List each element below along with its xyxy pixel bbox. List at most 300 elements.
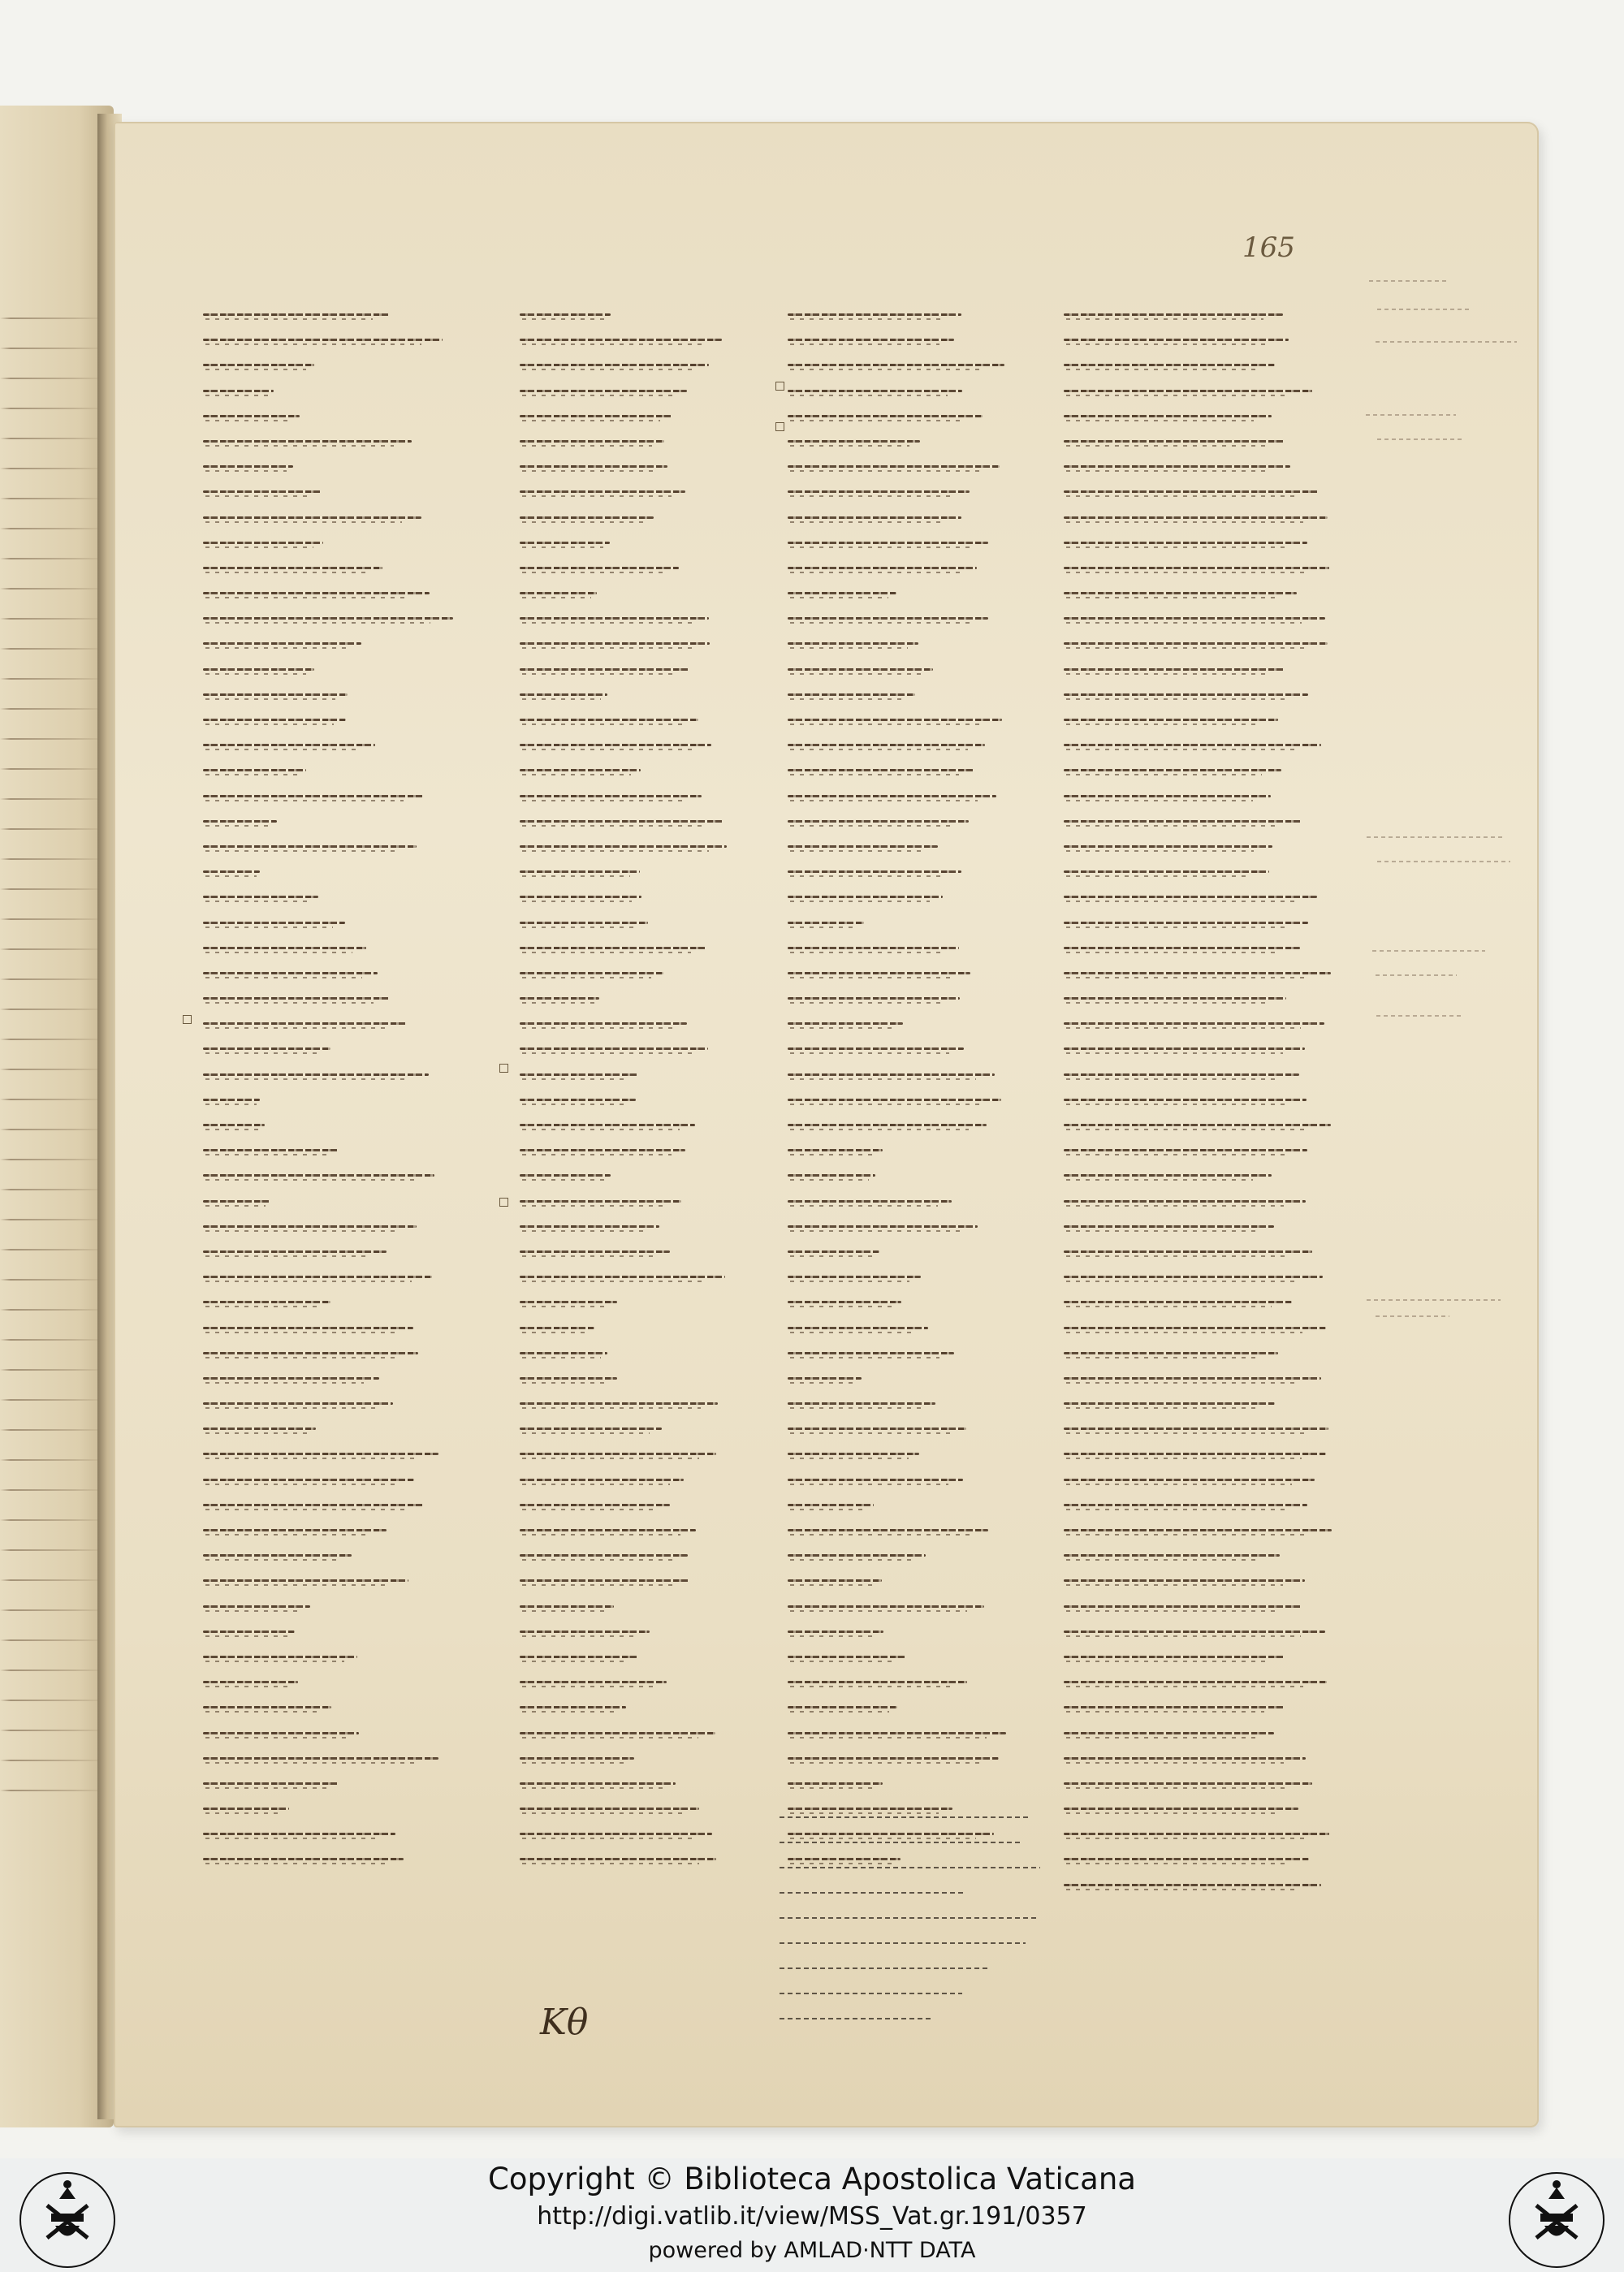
script-line xyxy=(203,530,471,554)
script-line xyxy=(788,479,1056,503)
script-line xyxy=(1064,1011,1332,1034)
previous-page-line xyxy=(0,781,106,811)
script-line xyxy=(1064,1087,1332,1111)
previous-page-line xyxy=(0,1262,106,1292)
script-line xyxy=(520,1289,788,1313)
script-line xyxy=(520,378,788,402)
script-line xyxy=(520,834,788,857)
script-line xyxy=(203,784,471,807)
annotation-line xyxy=(780,1807,1072,1828)
script-line xyxy=(203,378,471,402)
script-line xyxy=(788,1619,1056,1643)
annotation-line xyxy=(780,1857,1072,1878)
previous-page-edge xyxy=(0,106,114,2127)
script-line xyxy=(203,404,471,427)
script-line xyxy=(1064,1721,1332,1744)
script-line xyxy=(1064,505,1332,529)
script-line xyxy=(788,707,1056,731)
text-column-1 xyxy=(203,302,471,1872)
script-line xyxy=(203,834,471,857)
previous-page-line xyxy=(0,1082,106,1112)
script-line xyxy=(1064,1518,1332,1541)
script-line xyxy=(520,302,788,326)
margin-mark xyxy=(775,382,784,391)
script-line xyxy=(1064,1264,1332,1288)
script-line xyxy=(788,1594,1056,1618)
script-line xyxy=(1064,1289,1332,1313)
script-line xyxy=(788,1036,1056,1060)
script-line xyxy=(520,454,788,477)
script-line xyxy=(788,1011,1056,1034)
script-line xyxy=(520,1771,788,1795)
previous-page-line xyxy=(0,991,106,1022)
script-line xyxy=(1064,859,1332,883)
script-line xyxy=(1064,884,1332,908)
script-line xyxy=(520,327,788,351)
script-line xyxy=(203,758,471,781)
script-line xyxy=(203,1315,471,1339)
script-line xyxy=(1064,732,1332,756)
script-line xyxy=(203,1264,471,1288)
previous-page-line xyxy=(0,1142,106,1172)
script-line xyxy=(203,1087,471,1111)
script-line xyxy=(520,657,788,680)
script-line xyxy=(1064,1112,1332,1136)
script-line xyxy=(520,1746,788,1769)
script-line xyxy=(1064,910,1332,934)
margin-note-line xyxy=(1376,1315,1450,1317)
script-line xyxy=(203,327,471,351)
script-line xyxy=(520,352,788,376)
script-line xyxy=(1064,986,1332,1009)
script-line xyxy=(788,986,1056,1009)
script-line xyxy=(520,530,788,554)
script-line xyxy=(203,1568,471,1592)
script-line xyxy=(520,1087,788,1111)
script-line xyxy=(1064,707,1332,731)
margin-note-line xyxy=(1377,861,1510,862)
script-line xyxy=(1064,682,1332,706)
script-line xyxy=(788,581,1056,604)
script-line xyxy=(788,784,1056,807)
script-line xyxy=(788,682,1056,706)
script-line xyxy=(203,1619,471,1643)
text-column-4 xyxy=(1064,302,1332,1898)
script-line xyxy=(520,1441,788,1465)
script-line xyxy=(1064,454,1332,477)
script-line xyxy=(203,1062,471,1086)
script-line xyxy=(1064,1568,1332,1592)
script-line xyxy=(1064,834,1332,857)
script-line xyxy=(1064,1036,1332,1060)
script-line xyxy=(520,1619,788,1643)
margin-note-line xyxy=(1376,341,1517,343)
script-line xyxy=(203,961,471,984)
script-line xyxy=(1064,1467,1332,1491)
script-line xyxy=(1064,581,1332,604)
script-line xyxy=(1064,1492,1332,1516)
script-line xyxy=(520,1062,788,1086)
text-column-3 xyxy=(788,302,1056,1872)
annotation-line xyxy=(780,1882,1072,1903)
script-line xyxy=(203,657,471,680)
previous-page-line xyxy=(0,961,106,991)
script-line xyxy=(520,1492,788,1516)
script-line xyxy=(520,1518,788,1541)
script-line xyxy=(203,429,471,452)
script-line xyxy=(788,1771,1056,1795)
script-line xyxy=(203,631,471,654)
script-line xyxy=(1064,784,1332,807)
previous-page-line xyxy=(0,1472,106,1502)
margin-note-line xyxy=(1372,950,1486,952)
margin-note-line xyxy=(1367,836,1503,838)
script-line xyxy=(520,1721,788,1744)
margin-note-line xyxy=(1367,1299,1501,1301)
previous-page-line xyxy=(0,1622,106,1652)
script-line xyxy=(788,631,1056,654)
previous-page-line xyxy=(0,1412,106,1442)
previous-page-line xyxy=(0,1562,106,1592)
script-line xyxy=(1064,1644,1332,1668)
script-line xyxy=(520,581,788,604)
margin-note-line xyxy=(1376,974,1457,976)
margin-mark xyxy=(775,422,784,431)
margin-mark xyxy=(183,1015,192,1024)
script-line xyxy=(1064,1695,1332,1718)
script-line xyxy=(1064,1543,1332,1566)
previous-page-line xyxy=(0,841,106,871)
script-line xyxy=(520,606,788,629)
script-line xyxy=(788,834,1056,857)
annotation-line xyxy=(780,1907,1072,1929)
script-line xyxy=(1064,1341,1332,1364)
previous-page-line xyxy=(0,541,106,571)
script-line xyxy=(788,1264,1056,1288)
script-line xyxy=(1064,327,1332,351)
previous-page-line xyxy=(0,1232,106,1262)
previous-page-line xyxy=(0,1202,106,1232)
script-line xyxy=(1064,758,1332,781)
script-line xyxy=(520,1112,788,1136)
folio-number: 165 xyxy=(1242,231,1295,264)
powered-by-text: powered by AMLAD·NTT DATA xyxy=(648,2238,976,2263)
script-line xyxy=(203,1341,471,1364)
script-line xyxy=(1064,1441,1332,1465)
previous-page-line xyxy=(0,330,106,361)
script-line xyxy=(788,327,1056,351)
script-line xyxy=(203,910,471,934)
script-line xyxy=(203,1214,471,1238)
previous-page-line xyxy=(0,1592,106,1622)
script-line xyxy=(1064,1847,1332,1870)
script-line xyxy=(788,530,1056,554)
script-line xyxy=(203,1366,471,1389)
script-line xyxy=(520,1594,788,1618)
script-line xyxy=(1064,1796,1332,1820)
script-line xyxy=(203,352,471,376)
script-line xyxy=(788,1391,1056,1415)
margin-note-line xyxy=(1366,414,1456,416)
previous-page-line xyxy=(0,721,106,751)
previous-page-line xyxy=(0,1292,106,1322)
script-line xyxy=(788,1518,1056,1541)
annotation-line xyxy=(780,1832,1072,1853)
script-line xyxy=(788,758,1056,781)
script-line xyxy=(520,732,788,756)
previous-page-line xyxy=(0,631,106,661)
script-line xyxy=(1064,1821,1332,1845)
script-line xyxy=(203,1112,471,1136)
script-line xyxy=(788,809,1056,832)
script-line xyxy=(788,378,1056,402)
script-line xyxy=(788,1416,1056,1440)
previous-page-line xyxy=(0,1442,106,1472)
script-line xyxy=(520,1239,788,1263)
script-line xyxy=(788,429,1056,452)
margin-note-line xyxy=(1376,1015,1462,1017)
script-line xyxy=(788,1366,1056,1389)
text-column-2 xyxy=(520,302,788,1872)
script-line xyxy=(788,404,1056,427)
script-line xyxy=(1064,1619,1332,1643)
script-line xyxy=(520,1416,788,1440)
script-line xyxy=(1064,429,1332,452)
script-line xyxy=(1064,479,1332,503)
script-line xyxy=(203,1847,471,1870)
previous-page-line xyxy=(0,1352,106,1382)
script-line xyxy=(203,1391,471,1415)
script-line xyxy=(203,1518,471,1541)
script-line xyxy=(788,555,1056,579)
script-line xyxy=(203,986,471,1009)
annotation-line xyxy=(780,1933,1072,1954)
script-line xyxy=(520,631,788,654)
script-line xyxy=(1064,1872,1332,1896)
script-line xyxy=(1064,809,1332,832)
previous-page-line xyxy=(0,751,106,781)
script-line xyxy=(788,1087,1056,1111)
script-line xyxy=(203,859,471,883)
script-line xyxy=(203,1163,471,1186)
script-line xyxy=(788,352,1056,376)
previous-page-line xyxy=(0,871,106,901)
previous-page-line xyxy=(0,901,106,931)
previous-page-line xyxy=(0,1743,106,1773)
script-line xyxy=(520,1847,788,1870)
script-line xyxy=(788,884,1056,908)
script-line xyxy=(203,581,471,604)
script-line xyxy=(1064,1214,1332,1238)
script-line xyxy=(203,1138,471,1161)
script-line xyxy=(203,707,471,731)
script-line xyxy=(520,1163,788,1186)
script-line xyxy=(788,1163,1056,1186)
script-line xyxy=(1064,352,1332,376)
previous-page-line xyxy=(0,1022,106,1052)
script-line xyxy=(203,302,471,326)
script-line xyxy=(203,1289,471,1313)
previous-page-line xyxy=(0,1502,106,1532)
script-line xyxy=(520,1821,788,1845)
script-line xyxy=(1064,1189,1332,1212)
script-line xyxy=(1064,1239,1332,1263)
script-line xyxy=(788,1644,1056,1668)
script-line xyxy=(520,1695,788,1718)
script-line xyxy=(520,809,788,832)
previous-page-line xyxy=(0,1052,106,1082)
script-line xyxy=(520,910,788,934)
script-line xyxy=(520,1366,788,1389)
script-line xyxy=(203,1036,471,1060)
script-line xyxy=(203,1189,471,1212)
script-line xyxy=(520,1011,788,1034)
script-line xyxy=(1064,657,1332,680)
script-line xyxy=(520,1467,788,1491)
margin-note-line xyxy=(1377,309,1472,310)
script-line xyxy=(788,1189,1056,1212)
previous-page-line xyxy=(0,300,106,330)
script-line xyxy=(203,454,471,477)
script-line xyxy=(520,1796,788,1820)
script-line xyxy=(1064,1315,1332,1339)
script-line xyxy=(203,1669,471,1693)
previous-page-line xyxy=(0,1773,106,1803)
script-line xyxy=(788,1112,1056,1136)
script-line xyxy=(520,707,788,731)
script-line xyxy=(788,1695,1056,1718)
script-line xyxy=(203,1644,471,1668)
script-line xyxy=(203,1239,471,1263)
script-line xyxy=(1064,378,1332,402)
previous-page-line xyxy=(0,451,106,481)
script-line xyxy=(520,1644,788,1668)
previous-page-line xyxy=(0,1172,106,1202)
previous-page-line xyxy=(0,661,106,691)
script-line xyxy=(1064,530,1332,554)
script-line xyxy=(203,1821,471,1845)
previous-page-line xyxy=(0,1532,106,1562)
script-line xyxy=(1064,606,1332,629)
script-line xyxy=(788,1239,1056,1263)
previous-page-line xyxy=(0,1112,106,1142)
script-line xyxy=(520,1138,788,1161)
script-line xyxy=(520,1543,788,1566)
script-line xyxy=(1064,302,1332,326)
script-line xyxy=(788,1568,1056,1592)
script-line xyxy=(203,1416,471,1440)
script-line xyxy=(788,1492,1056,1516)
script-line xyxy=(788,454,1056,477)
script-line xyxy=(520,1036,788,1060)
previous-page-line xyxy=(0,1322,106,1352)
script-line xyxy=(520,479,788,503)
previous-page-line xyxy=(0,601,106,631)
previous-page-line xyxy=(0,1382,106,1412)
script-line xyxy=(520,961,788,984)
script-line xyxy=(520,404,788,427)
annotation-line xyxy=(780,1983,1072,2004)
margin-note-line xyxy=(1377,438,1462,440)
script-line xyxy=(1064,1366,1332,1389)
script-line xyxy=(788,1138,1056,1161)
script-line xyxy=(520,1214,788,1238)
script-line xyxy=(1064,1416,1332,1440)
script-line xyxy=(788,732,1056,756)
margin-note-line xyxy=(1369,280,1448,282)
script-line xyxy=(203,505,471,529)
script-line xyxy=(203,1594,471,1618)
margin-mark xyxy=(499,1064,508,1073)
script-line xyxy=(203,479,471,503)
previous-page-line xyxy=(0,1682,106,1713)
script-line xyxy=(203,1721,471,1744)
script-line xyxy=(1064,1771,1332,1795)
previous-page-line xyxy=(0,481,106,511)
script-line xyxy=(788,1467,1056,1491)
script-line xyxy=(788,1669,1056,1693)
script-line xyxy=(203,555,471,579)
script-line xyxy=(520,935,788,959)
script-line xyxy=(788,1315,1056,1339)
script-line xyxy=(520,1264,788,1288)
script-line xyxy=(203,732,471,756)
script-line xyxy=(203,1796,471,1820)
script-line xyxy=(788,1721,1056,1744)
script-line xyxy=(788,910,1056,934)
script-line xyxy=(520,429,788,452)
script-line xyxy=(788,606,1056,629)
previous-page-line xyxy=(0,511,106,541)
script-line xyxy=(788,1441,1056,1465)
script-line xyxy=(1064,1062,1332,1086)
script-line xyxy=(788,1746,1056,1769)
previous-page-line xyxy=(0,811,106,841)
script-line xyxy=(520,1669,788,1693)
script-line xyxy=(788,859,1056,883)
script-line xyxy=(520,505,788,529)
previous-page-line xyxy=(0,421,106,451)
script-line xyxy=(520,555,788,579)
script-line xyxy=(1064,1669,1332,1693)
script-line xyxy=(203,809,471,832)
script-line xyxy=(1064,631,1332,654)
source-url[interactable]: http://digi.vatlib.it/view/MSS_Vat.gr.191/0357 xyxy=(537,2202,1087,2231)
script-line xyxy=(520,1341,788,1364)
script-line xyxy=(1064,1138,1332,1161)
script-line xyxy=(1064,961,1332,984)
script-line xyxy=(1064,404,1332,427)
script-line xyxy=(520,682,788,706)
script-line xyxy=(788,657,1056,680)
script-line xyxy=(1064,1594,1332,1618)
script-line xyxy=(203,1011,471,1034)
lower-annotation-block xyxy=(780,1807,1072,2033)
previous-page-line xyxy=(0,1652,106,1682)
script-line xyxy=(520,884,788,908)
script-line xyxy=(203,606,471,629)
script-line xyxy=(788,1062,1056,1086)
previous-page-text-lines xyxy=(0,300,106,1803)
annotation-line xyxy=(780,1958,1072,1979)
script-line xyxy=(203,1467,471,1491)
script-line xyxy=(1064,1391,1332,1415)
script-line xyxy=(1064,555,1332,579)
script-line xyxy=(788,1543,1056,1566)
previous-page-line xyxy=(0,361,106,391)
previous-page-line xyxy=(0,391,106,421)
script-line xyxy=(788,1341,1056,1364)
